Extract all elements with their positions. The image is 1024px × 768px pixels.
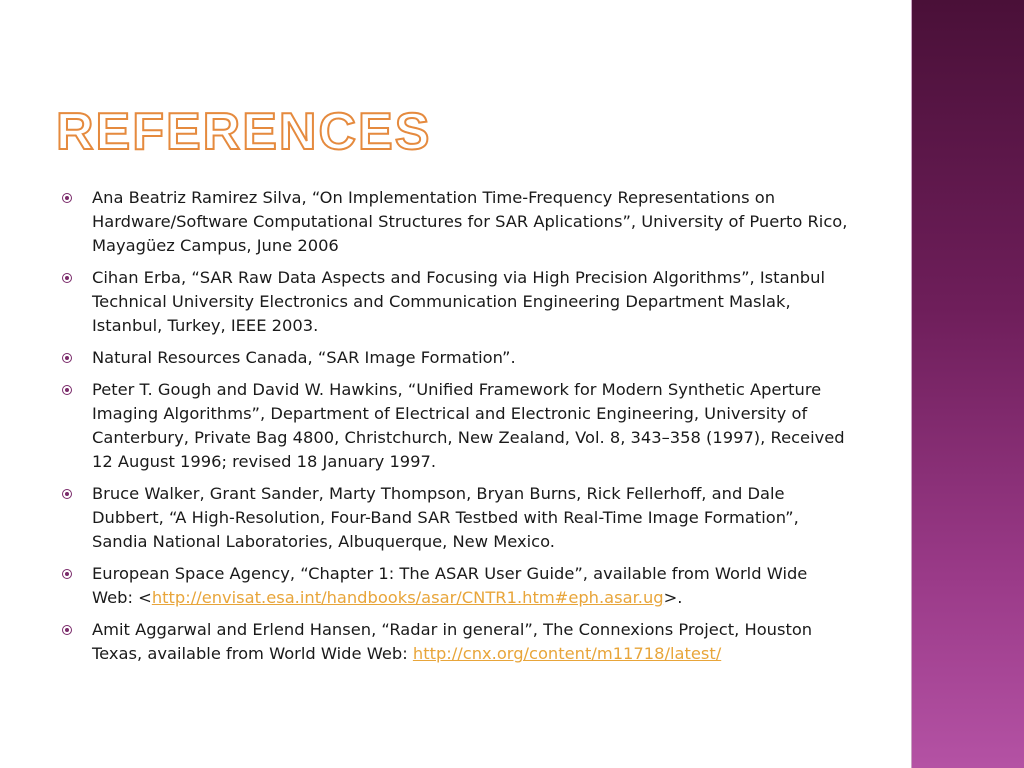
bullet-icon (62, 489, 72, 499)
reference-item (62, 378, 852, 474)
reference-text: Cihan Erba, “SAR Raw Data Aspects and Focusing via High Precision Algorithms”, Istanbul Technical University Electronics and Communication Engineering Department Maslak, Istanbul, Turkey, IEEE 2003. (92, 268, 825, 335)
reference-text: Peter T. Gough and David W. Hawkins, “Unified Framework for Modern Synthetic Aperture Imaging Algorithms”, Department of Electrical and Electronic Engineering, University of Canterbury, Private Bag 4800, Christchurch, New Zealand, Vol. 8, 343–358 (1997), Received 12 August 1996; revised 18 January 1997. (92, 380, 845, 471)
reference-item (62, 562, 852, 610)
bullet-icon (62, 625, 72, 635)
reference-suffix: >. (663, 588, 683, 607)
bullet-icon (62, 569, 72, 579)
decorative-sidebar (912, 0, 1024, 768)
reference-text: Amit Aggarwal and Erlend Hansen, “Radar in general”, The Connexions Project, Houston Texas, available from World Wide Web: (92, 620, 813, 663)
reference-item (62, 186, 852, 258)
reference-text: Natural Resources Canada, “SAR Image Formation”. (92, 348, 516, 367)
reference-item (62, 266, 852, 338)
reference-item (62, 618, 852, 666)
reference-text: Ana Beatriz Ramirez Silva, “On Implementation Time-Frequency Representations on Hardware/Software Computational Structures for SAR Aplications”, University of Puerto Rico, Mayagüez Campus, June 2006 (92, 188, 848, 255)
reference-text: European Space Agency, “Chapter 1: The ASAR User Guide”, available from World Wide Web: < (92, 564, 808, 607)
bullet-icon (62, 273, 72, 283)
bullet-icon (62, 193, 72, 203)
cnx-radar-link[interactable]: http://cnx.org/content/m11718/latest/ (412, 644, 722, 663)
reference-text: Bruce Walker, Grant Sander, Marty Thompson, Bryan Burns, Rick Fellerhoff, and Dale Dubbert, “A High-Resolution, Four-Band SAR Testbed with Real-Time Image Formation”, Sandia National Laboratories, Albuquerque, New Mexico. (92, 484, 799, 551)
reference-list (62, 186, 852, 674)
reference-item (62, 482, 852, 554)
slide-title: REFERENCES (56, 103, 432, 161)
esa-asar-guide-link[interactable]: http://envisat.esa.int/handbooks/asar/CNTR1.htm#eph.asar.ug (151, 588, 664, 607)
bullet-icon (62, 353, 72, 363)
reference-item (62, 346, 852, 370)
bullet-icon (62, 385, 72, 395)
